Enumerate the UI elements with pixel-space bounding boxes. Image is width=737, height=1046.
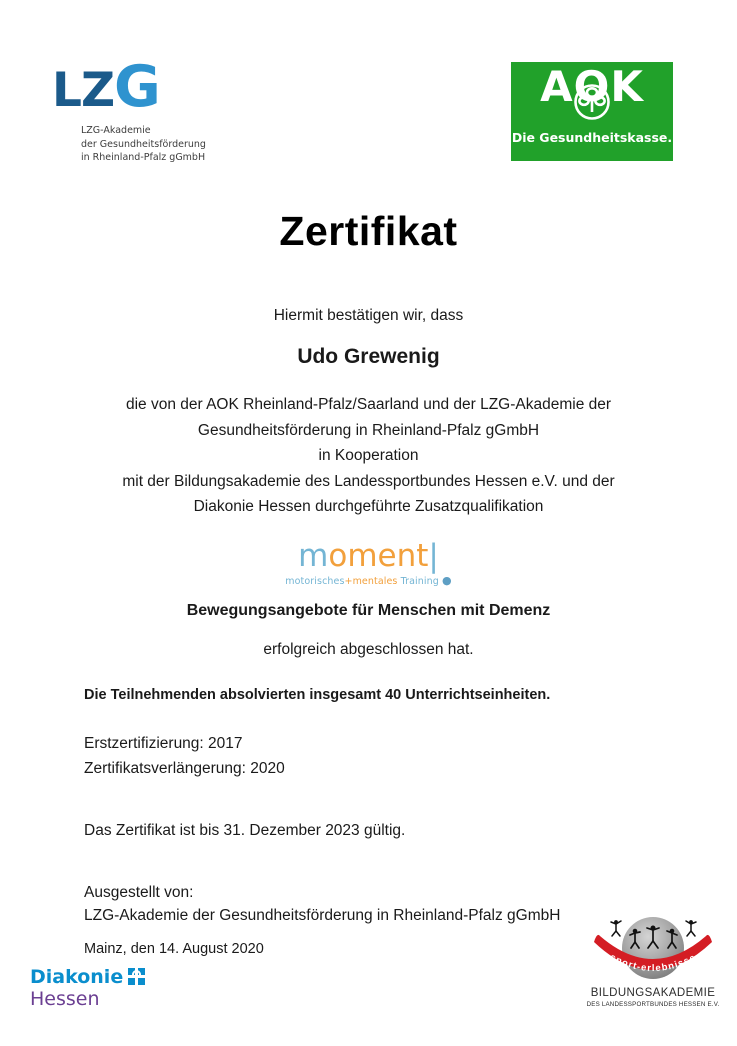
page-title: Zertifikat: [279, 208, 458, 254]
validity-line: Das Zertifikat ist bis 31. Dezember 2023 gültig.: [84, 822, 406, 839]
diakonie-hessen-logo: [30, 966, 220, 1011]
body-line-5: Diakonie Hessen durchgeführte Zusatzqualifikation: [193, 498, 544, 515]
body-line-3: in Kooperation: [318, 447, 419, 464]
sport-erlebnisse-emblem-icon: [588, 906, 718, 986]
moment-tagline: [0, 574, 737, 587]
completion-line: erfolgreich abgeschlossen hat.: [263, 641, 474, 658]
confirmation-line: Hiermit bestätigen wir, dass: [273, 307, 464, 324]
bildungsakademie-label: BILDUNGSAKADEMIE: [590, 987, 716, 999]
moment-program-logo: [0, 540, 737, 587]
lzg-subtext-line-1: LZG-Akademie: [81, 125, 151, 136]
issued-by-label: Ausgestellt von:: [84, 884, 194, 901]
aok-letters: AOK: [540, 62, 644, 111]
aok-tagline: Die Gesundheitskasse.: [511, 130, 673, 145]
moment-wordmark: [0, 540, 737, 573]
landessportbund-label: DES LANDESSPORTBUNDES HESSEN E.V.: [586, 1001, 720, 1008]
lzg-subtext-line-2: der Gesundheitsförderung: [81, 138, 206, 150]
moment-bar: |: [428, 538, 439, 574]
diakonie-cross-crown-icon: [128, 968, 145, 985]
lzg-subtext: [81, 124, 262, 165]
moment-tagline-part1: motorisches: [285, 576, 345, 587]
recipient-name: Udo Grewenig: [297, 345, 440, 368]
diakonie-wordmark: Diakonie: [30, 966, 124, 988]
issuer-name: LZG-Akademie der Gesundheitsförderung in Rheinland-Pfalz gGmbH: [84, 907, 561, 924]
body-paragraph: [0, 392, 737, 520]
moment-letter-o: o: [328, 538, 348, 574]
certificate-extension-line: Zertifikatsverlängerung: 2020: [84, 760, 285, 777]
aok-logo: [511, 62, 673, 161]
body-line-1: die von der AOK Rheinland-Pfalz/Saarland und der LZG-Akademie der: [125, 396, 612, 413]
moment-tagline-dot-icon: ●: [442, 574, 452, 587]
body-line-2: Gesundheitsförderung in Rheinland-Pfalz gGmbH: [197, 421, 540, 439]
sport-erlebnisse-band-text: sport-erlebnisse: [607, 951, 699, 975]
lzg-wordmark: [52, 54, 262, 120]
units-line: Die Teilnehmenden absolvierten insgesamt 40 Unterrichtseinheiten.: [84, 687, 551, 703]
moment-tagline-part2: mentales: [352, 576, 398, 587]
first-certification-line: Erstzertifizierung: 2017: [84, 735, 243, 752]
moment-tagline-plus: +: [344, 576, 353, 587]
diakonie-wordmark-row: [30, 966, 220, 988]
lzg-wordmark-g: G: [114, 54, 160, 120]
moment-letter-m1: m: [298, 538, 329, 574]
diakonie-region-label: Hessen: [30, 988, 100, 1010]
bildungsakademie-logo: [578, 906, 728, 1008]
lzg-wordmark-lz: LZ: [52, 63, 115, 118]
body-line-4: mit der Bildungsakademie des Landessportbundes Hessen e.V. und der: [122, 472, 615, 490]
course-title: Bewegungsangebote für Menschen mit Demenz: [186, 602, 551, 619]
lzg-akademie-logo: [52, 54, 262, 165]
header-logos: [0, 0, 737, 190]
lzg-subtext-line-3: in Rheinland-Pfalz gGmbH: [81, 152, 206, 163]
place-and-date: Mainz, den 14. August 2020: [84, 941, 264, 957]
moment-letters-ment: ment: [347, 538, 429, 574]
moment-tagline-part3: Training: [400, 576, 439, 587]
